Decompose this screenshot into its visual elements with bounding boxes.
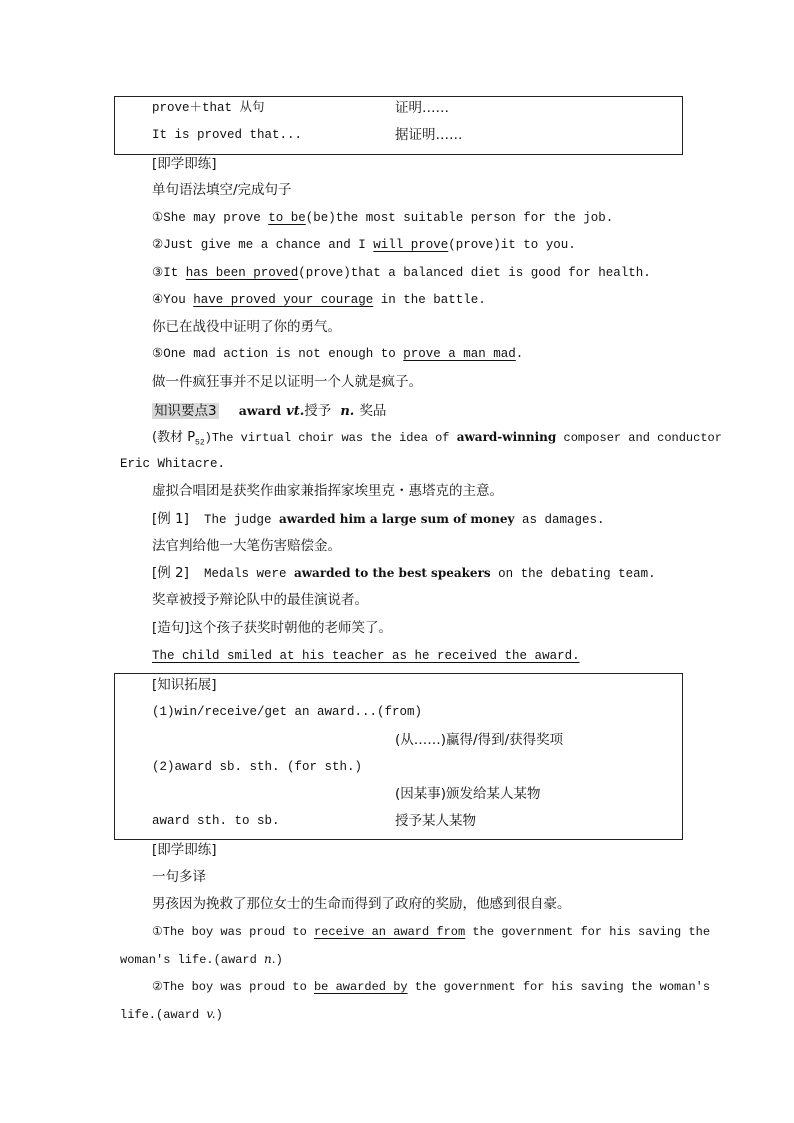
translation: 你已在战役中证明了你的勇气。 — [152, 319, 341, 335]
answer: has been proved — [185, 266, 299, 280]
translation: 奖章被授予辩论队中的最佳演说者。 — [152, 592, 368, 608]
extension-meaning: 授予某人某物 — [395, 813, 476, 829]
box-row-meaning: 据证明…… — [395, 127, 463, 143]
box-row-meaning: 证明…… — [395, 100, 449, 116]
exercise-item: ④You have proved your courage in the battle. — [152, 293, 486, 307]
extension-phrase: (1)win/receive/get an award...(from) — [152, 705, 423, 719]
make-sentence-answer: The child smiled at his teacher as he received the award. — [152, 649, 580, 663]
box-header: [知识拓展] — [152, 677, 217, 693]
chinese-sentence: 男孩因为挽救了那位女士的生命而得到了政府的奖励，他感到很自豪。 — [152, 896, 571, 912]
translation-1-cont: woman's life.(award n.) — [120, 952, 283, 967]
section-subheader: 一句多译 — [152, 869, 206, 885]
box-row — [152, 98, 265, 118]
section-subheader: 单句语法填空/完成句子 — [152, 182, 292, 198]
translation-2-cont: life.(award v.) — [120, 1007, 223, 1022]
translation-1: ①The boy was proud to receive an award from the government for his saving the — [152, 925, 711, 939]
section-header: [即学即练] — [152, 842, 217, 858]
exercise-item: ⑤One mad action is not enough to prove a man mad. — [152, 347, 524, 361]
translation: 虚拟合唱团是获奖作曲家兼指挥家埃里克・惠塔克的主意。 — [152, 483, 503, 499]
section-header: [即学即练] — [152, 156, 217, 172]
extension-phrase: award sth. to sb. — [152, 814, 280, 828]
translation: 法官判给他一大笔伤害赔偿金。 — [152, 538, 341, 554]
answer: receive an award from — [313, 925, 466, 939]
phrase: prove＋that 从句 — [152, 101, 265, 115]
textbook-sentence: (教材 $P_{52})The$ virtual choir was the idea of award-winning composer and conductor — [152, 430, 722, 448]
example-2: [例 2] Medals were awarded to the best speakers on the debating team. — [152, 565, 656, 581]
extension-phrase: (2)award sb. sth. (for sth.) — [152, 760, 363, 774]
textbook-sentence-cont: Eric Whitacre. — [120, 457, 226, 471]
answer: to be — [268, 211, 306, 225]
answer: will prove — [373, 238, 449, 252]
make-sentence-prompt: [造句]这个孩子获奖时朝他的老师笑了。 — [152, 620, 393, 636]
example-1: [例 1] The judge awarded him a large sum of money as damages. — [152, 511, 605, 527]
answer: prove a man mad — [403, 347, 516, 361]
exercise-item: ③It has been proved(prove)that a balanced diet is good for health. — [152, 266, 651, 280]
point-tag: 知识要点3 — [154, 403, 217, 419]
extension-meaning: (从……)赢得/得到/获得奖项 — [395, 732, 564, 748]
translation-2: ②The boy was proud to be awarded by the government for his saving the woman's — [152, 980, 711, 994]
point-heading: 知识要点3 award vt.授予 n. 奖品 — [154, 403, 387, 419]
extension-meaning: (因某事)颁发给某人某物 — [395, 786, 541, 802]
exercise-item: ②Just give me a chance and I will prove(prove)it to you. — [152, 238, 576, 252]
translation: 做一件疯狂事并不足以证明一个人就是疯子。 — [152, 374, 422, 390]
box-row: It is proved that... — [152, 128, 303, 142]
answer: have proved your courage — [193, 293, 374, 307]
answer: be awarded by — [313, 980, 408, 994]
exercise-item: ①She may prove to be(be)the most suitable person for the job. — [152, 211, 614, 225]
